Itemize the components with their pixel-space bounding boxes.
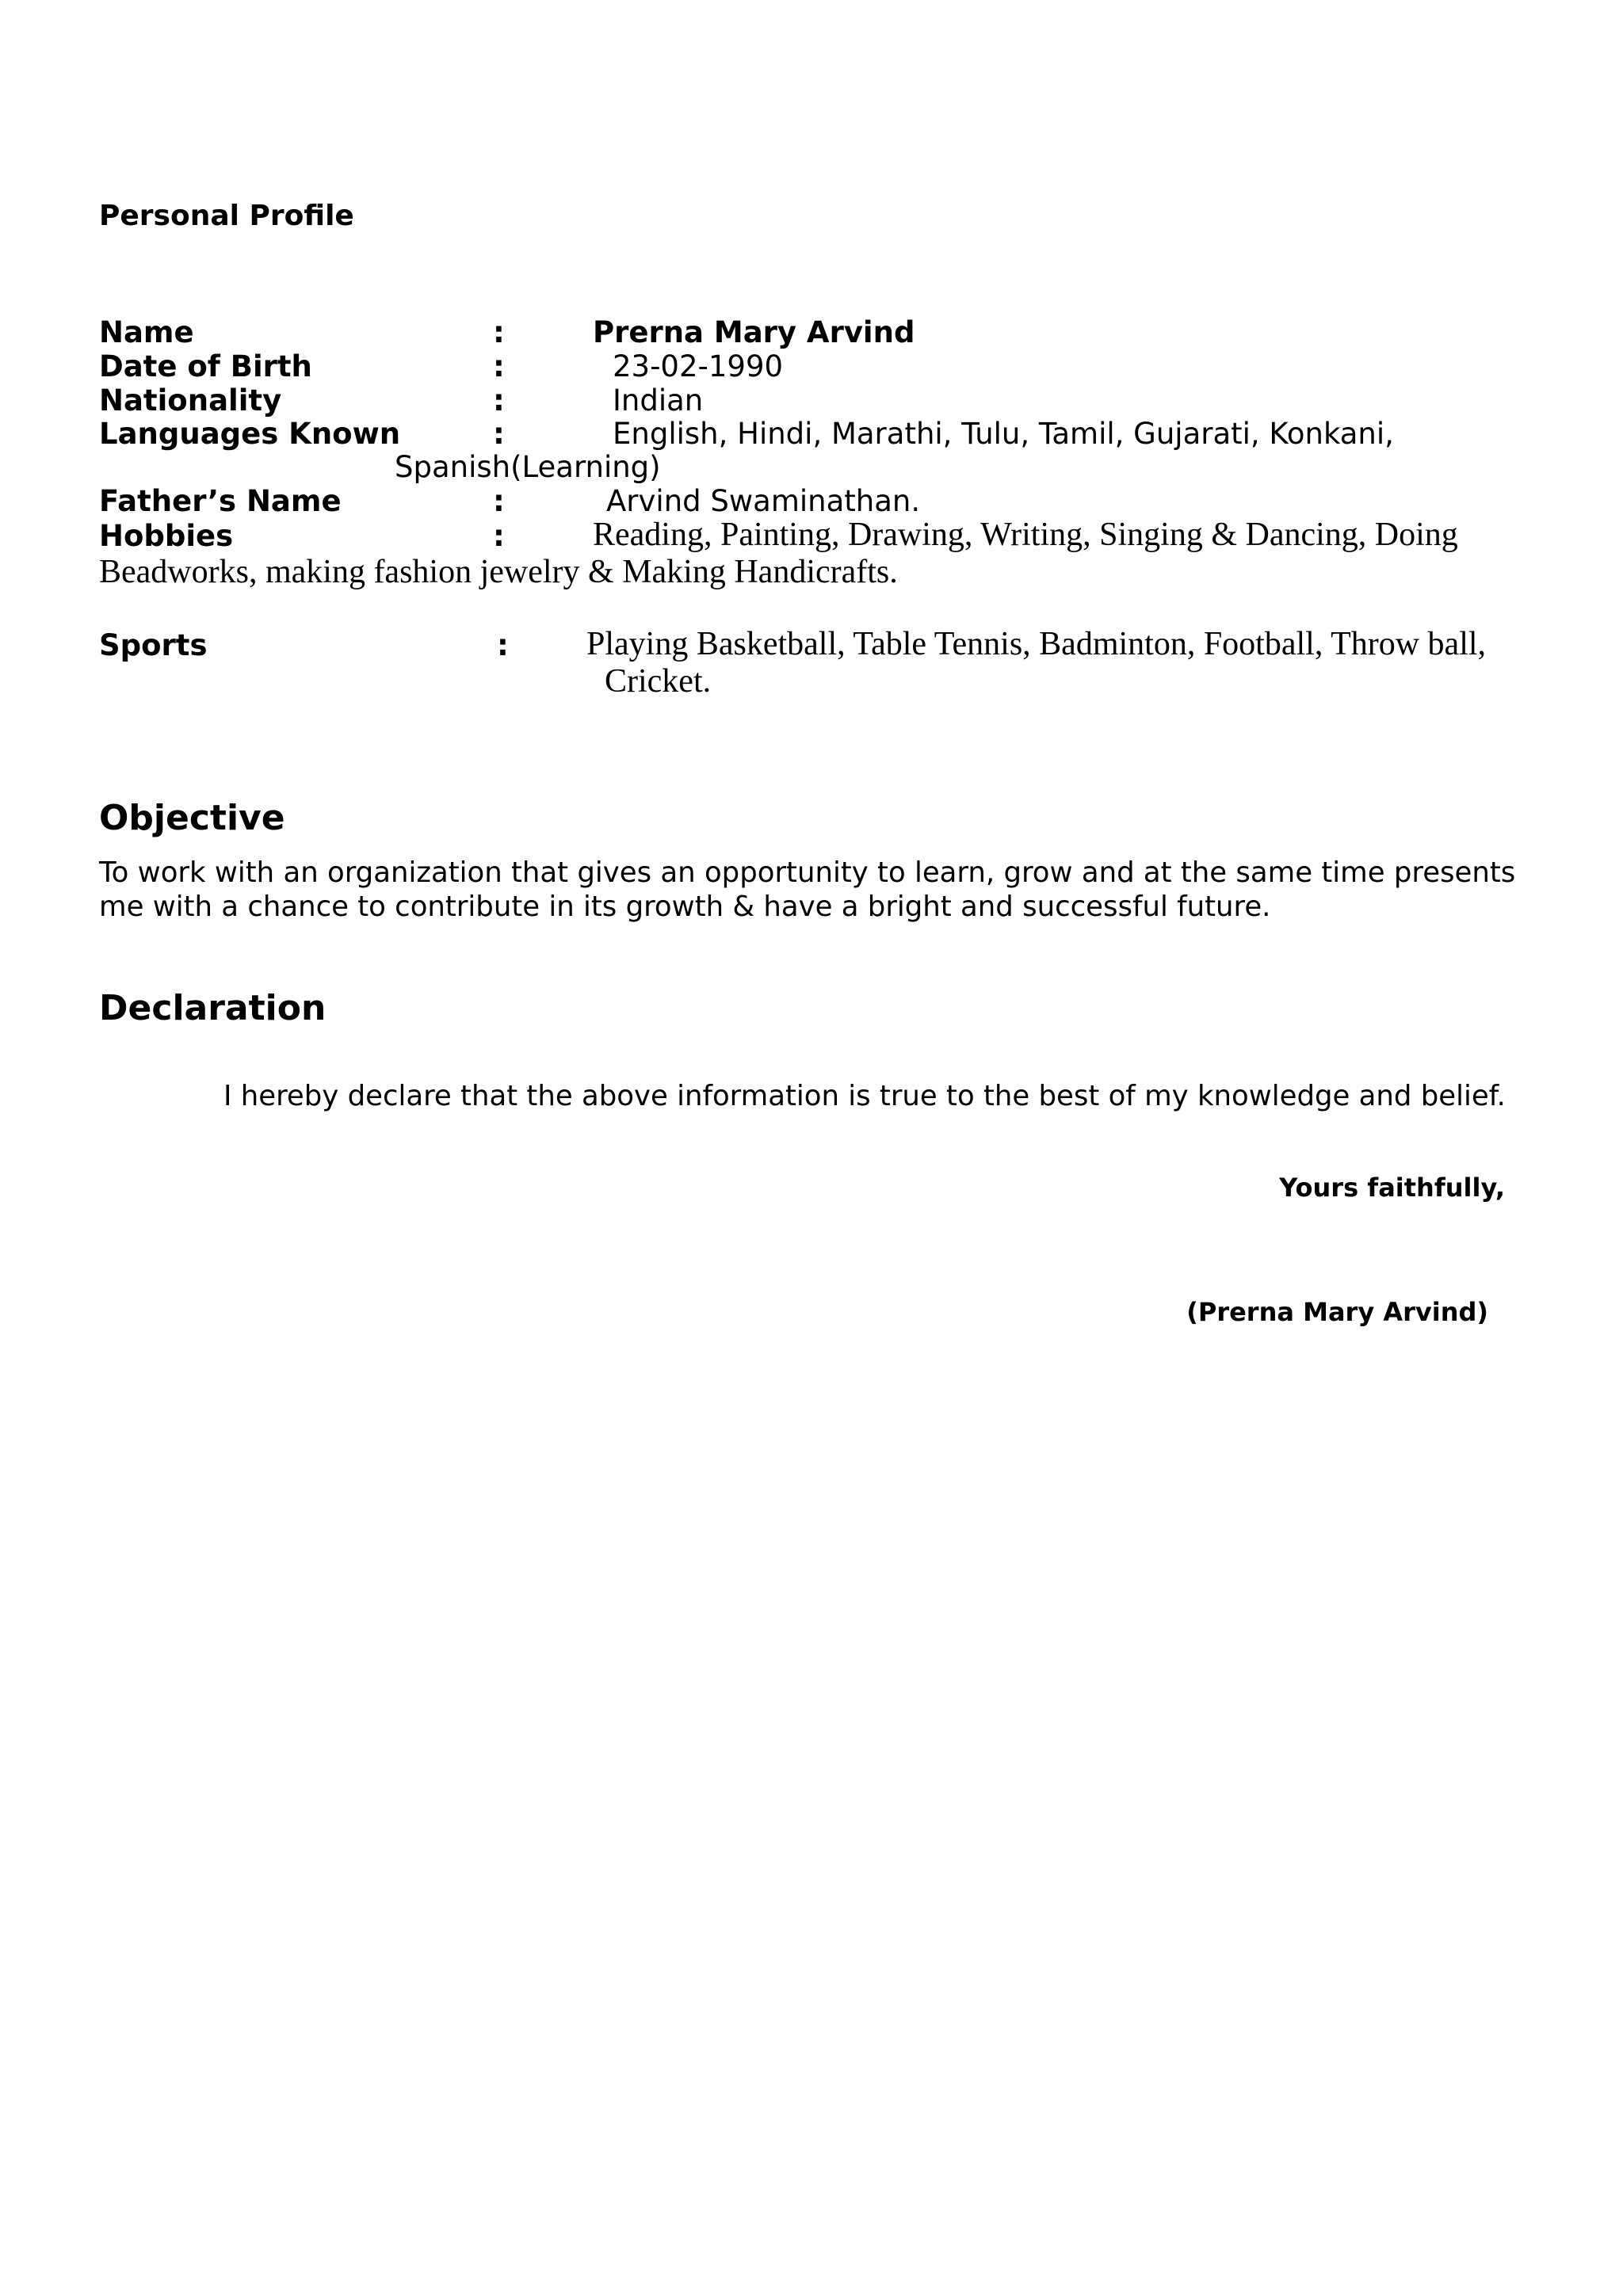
name-separator: : (493, 315, 505, 349)
father-name-separator: : (493, 484, 505, 518)
hobbies-value-line1: Reading, Painting, Drawing, Writing, Singing & Dancing, Doing (593, 517, 1458, 553)
signature-name: (Prerna Mary Arvind) (1186, 1297, 1488, 1327)
hobbies-label: Hobbies (99, 519, 234, 553)
father-name-label: Father’s Name (99, 484, 342, 518)
closing-text: Yours faithfully, (1279, 1173, 1505, 1203)
hobbies-value-line2: Beadworks, making fashion jewelry & Making Handicrafts. (99, 554, 898, 590)
nationality-label: Nationality (99, 383, 282, 418)
hobbies-separator: : (493, 519, 505, 553)
sports-label: Sports (99, 628, 208, 662)
name-value: Prerna Mary Arvind (593, 315, 915, 349)
objective-heading: Objective (99, 798, 285, 838)
declaration-heading: Declaration (99, 988, 327, 1028)
sports-value-line2: Cricket. (605, 663, 712, 700)
name-label: Name (99, 315, 194, 349)
languages-value-line1: English, Hindi, Marathi, Tulu, Tamil, Gujarati, Konkani, (613, 417, 1394, 451)
languages-value-line2: Spanish(Learning) (395, 450, 661, 484)
languages-label: Languages Known (99, 417, 401, 451)
nationality-value: Indian (613, 383, 704, 418)
personal-profile-heading: Personal Profile (99, 200, 354, 232)
father-name-value: Arvind Swaminathan. (606, 484, 921, 518)
sports-value-line1: Playing Basketball, Table Tennis, Badminton, Football, Throw ball, (586, 626, 1487, 662)
nationality-separator: : (493, 383, 505, 418)
objective-text-line2: me with a chance to contribute in its growth & have a bright and successful future. (99, 891, 1271, 923)
languages-separator: : (493, 417, 505, 451)
dob-value: 23-02-1990 (613, 349, 784, 383)
dob-separator: : (493, 349, 505, 383)
objective-text-line1: To work with an organization that gives an opportunity to learn, grow and at the same time presents (99, 856, 1516, 889)
sports-separator: : (497, 628, 509, 662)
declaration-text: I hereby declare that the above information is true to the best of my knowledge and belief. (223, 1080, 1506, 1112)
dob-label: Date of Birth (99, 349, 312, 383)
